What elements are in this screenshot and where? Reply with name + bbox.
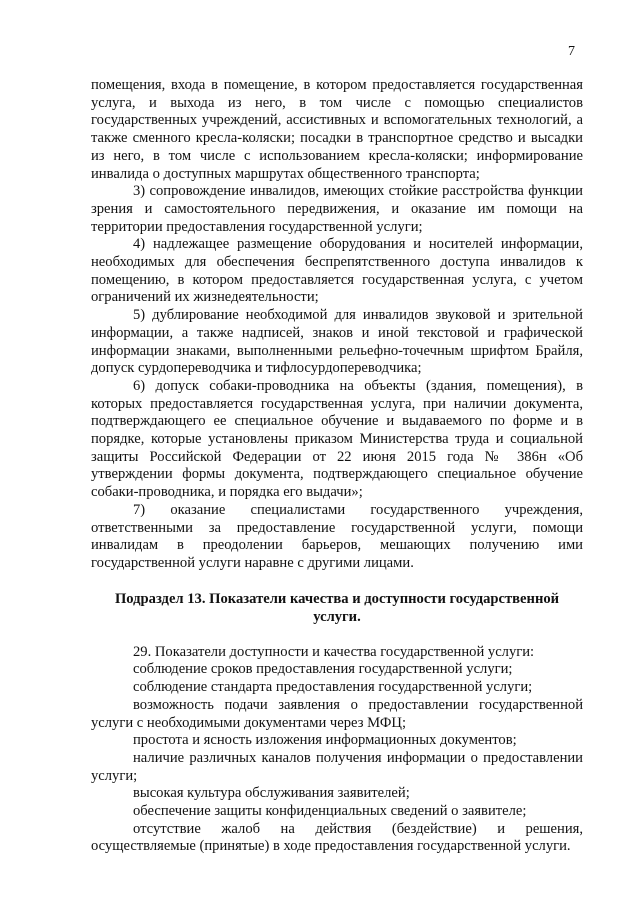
paragraph-indicator-mfc: возможность подачи заявления о предоставлении государственной услуги с необходимыми документами через МФЦ;	[91, 696, 583, 731]
paragraph-indicator-channels: наличие различных каналов получения информации о предоставлении услуги;	[91, 749, 583, 784]
paragraph-item-7: 7) оказание специалистами государственного учреждения, ответственными за предоставление государственной услуги, помощи инвалидам в преодолении барьеров, мешающих получению ими государственной услуги наравне с другими лицами.	[91, 501, 583, 571]
paragraph-indicator-complaints: отсутствие жалоб на действия (бездействие) и решения, осуществляемые (принятые) в ходе предоставления государственной услуги.	[91, 820, 583, 855]
paragraph-indicator-confidentiality: обеспечение защиты конфиденциальных сведений о заявителе;	[133, 803, 527, 820]
paragraph-indicator-culture: высокая культура обслуживания заявителей;	[133, 785, 410, 802]
paragraph-indicator-deadlines: соблюдение сроков предоставления государственной услуги;	[133, 661, 513, 678]
document-body	[91, 77, 583, 856]
paragraph-indicator-clarity: простота и ясность изложения информационных документов;	[133, 732, 517, 749]
paragraph-indicator-standard: соблюдение стандарта предоставления государственной услуги;	[133, 679, 533, 696]
paragraph-indicators-intro: 29. Показатели доступности и качества государственной услуги:	[133, 643, 535, 660]
paragraph-item-6: 6) допуск собаки-проводника на объекты (здания, помещения), в которых предоставляется государственная услуга, при наличии документа, подтверждающего ее специальное обучение и выдаваемого по форме и в порядке, которые установлены приказом Министерства труда и социальной защиты Российской Федерации от 22 июня 2015 года № 386н «Об утверждении формы документа, подтверждающего специальное обучение собаки-проводника, и порядка его выдачи»;	[91, 377, 583, 501]
paragraph-item-5: 5) дублирование необходимой для инвалидов звуковой и зрительной информации, а также надписей, знаков и иной текстовой и графической информации знаками, выполненными рельефно-точечным шрифтом Брайля, допуск сурдопереводчика и тифлосурдопереводчика;	[91, 307, 583, 377]
section-heading: Подраздел 13. Показатели качества и доступности государственной услуги.	[114, 590, 560, 625]
page-number: 7	[568, 44, 575, 59]
paragraph-accessibility-continuation: помещения, входа в помещение, в котором предоставляется государственная услуга, и выхода из него, в том числе с помощью специалистов государственных учреждений, ассистивных и вспомогательных технологий, а также сменного кресла-коляски; посадки в транспортное средство и высадки из него, в том числе с использованием кресла-коляски; информирование инвалида о доступных маршрутах общественного транспорта;	[91, 77, 583, 182]
paragraph-item-4: 4) надлежащее размещение оборудования и носителей информации, необходимых для обеспечения беспрепятственного доступа инвалидов к помещению, в котором предоставляется государственная услуга, с учетом ограничений их жизнедеятельности;	[91, 236, 583, 306]
paragraph-item-3: 3) сопровождение инвалидов, имеющих стойкие расстройства функции зрения и самостоятельного передвижения, и оказание им помощи на территории предоставления государственной услуги;	[91, 183, 583, 235]
